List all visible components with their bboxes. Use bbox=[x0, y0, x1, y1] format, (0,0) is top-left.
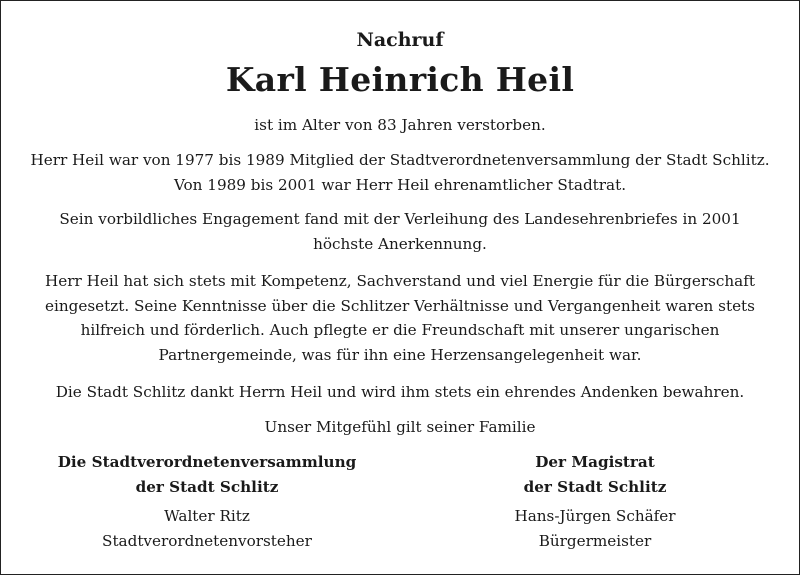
signature-organization bbox=[17, 450, 397, 500]
signatory-name: Walter Ritz bbox=[164, 507, 250, 525]
paragraph-thanks bbox=[0, 380, 800, 405]
signature-person bbox=[17, 504, 397, 554]
text-line: Herr Heil hat sich stets mit Kompetenz, Sachverstand und viel Energie für die Bürgerschaft bbox=[45, 272, 755, 290]
paragraph-engagement bbox=[0, 269, 800, 367]
paragraph-condolence bbox=[0, 415, 800, 440]
org-line: der Stadt Schlitz bbox=[523, 478, 667, 496]
notice-heading: Nachruf bbox=[356, 29, 444, 51]
text-line: höchste Anerkennung. bbox=[313, 234, 487, 253]
signatory-title: Bürgermeister bbox=[538, 532, 652, 550]
paragraph-career bbox=[0, 148, 800, 197]
text-line: Sein vorbildliches Engagement fand mit der Verleihung des Landesehrenbriefes in 2001 bbox=[59, 210, 741, 228]
org-line: der Stadt Schlitz bbox=[135, 478, 279, 496]
paragraph-honor bbox=[0, 207, 800, 256]
deceased-name: Karl Heinrich Heil bbox=[225, 60, 575, 99]
paragraph-age bbox=[0, 113, 800, 138]
text-line: hilfreich und förderlich. Auch pflegte er die Freundschaft mit unserer ungarischen bbox=[80, 321, 720, 339]
signature-person bbox=[405, 504, 785, 554]
text-line: Unser Mitgefühl gilt seiner Familie bbox=[264, 418, 536, 436]
text-line: Partnergemeinde, was für ihn eine Herzensangelegenheit war. bbox=[158, 345, 642, 364]
org-line: Der Magistrat bbox=[535, 453, 655, 471]
signatory-title: Stadtverordnetenvorsteher bbox=[102, 532, 312, 550]
org-line: Die Stadtverordnetenversammlung bbox=[57, 453, 357, 471]
text-line: Herr Heil war von 1977 bis 1989 Mitglied der Stadtverordnetenversammlung der Stadt Schlitz. bbox=[30, 151, 770, 169]
text-line: Die Stadt Schlitz dankt Herrn Heil und wird ihm stets ein ehrendes Andenken bewahren. bbox=[55, 383, 745, 401]
text-line: eingesetzt. Seine Kenntnisse über die Schlitzer Verhältnisse und Vergangenheit waren stets bbox=[45, 296, 755, 315]
text-line: ist im Alter von 83 Jahren verstorben. bbox=[254, 116, 546, 134]
text-line: Von 1989 bis 2001 war Herr Heil ehrenamtlicher Stadtrat. bbox=[173, 175, 627, 194]
signatory-name: Hans-Jürgen Schäfer bbox=[514, 507, 676, 525]
signature-organization bbox=[405, 450, 785, 500]
